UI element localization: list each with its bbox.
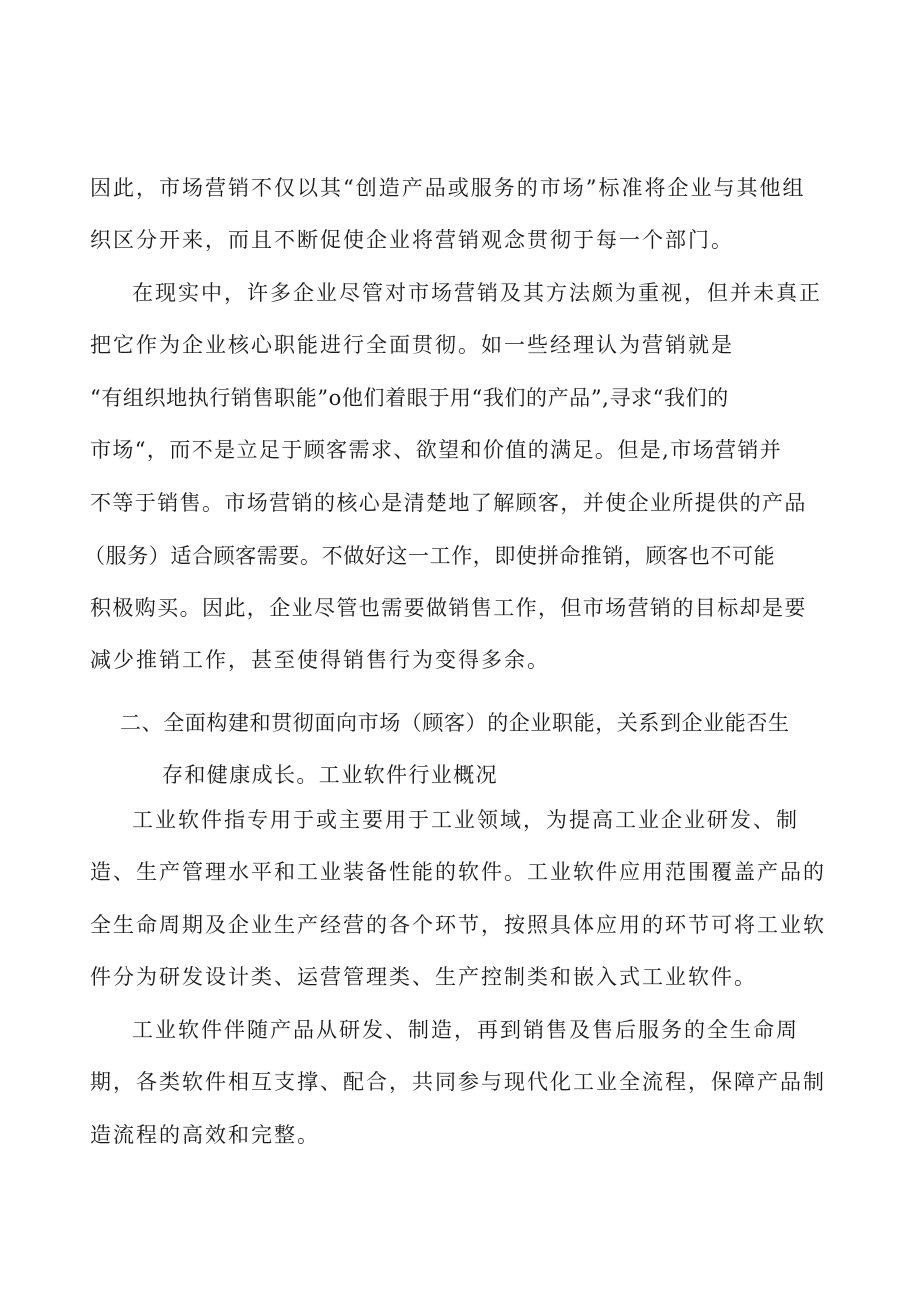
paragraph-line: 减少推销工作，甚至使得销售行为变得多余。 <box>90 648 550 672</box>
paragraph-line: 工业软件指专用于或主要用于工业领域，为提高工业企业研发、制 <box>132 808 799 832</box>
paragraph-line: 把它作为企业核心职能进行全面贯彻。如一些经理认为营销就是 <box>90 333 734 357</box>
heading-line: 二、全面构建和贯彻面向市场（顾客）的企业职能，关系到企业能否生 <box>120 711 790 735</box>
paragraph-line: 全生命周期及企业生产经营的各个环节，按照具体应用的环节可将工业软 <box>90 913 826 937</box>
paragraph-line: 市场“，而不是立足于顾客需求、欲望和价值的满足。但是,市场营销并 <box>90 438 783 462</box>
paragraph-line: （服务）适合顾客需要。不做好这一工作，即使拼命推销，顾客也不可能 <box>84 544 776 568</box>
paragraph-line: 不等于销售。市场营销的核心是清楚地了解顾客，并使企业所提供的产品 <box>90 491 807 515</box>
heading-line: 存和健康成长。工业软件行业概况 <box>162 763 498 787</box>
paragraph-line: 工业软件伴随产品从研发、制造，再到销售及售后服务的全生命周 <box>132 1018 799 1042</box>
paragraph-line: 造流程的高效和完整。 <box>90 1123 320 1147</box>
paragraph-line: 在现实中，许多企业尽管对市场营销及其方法颇为重视，但并未真正 <box>132 281 822 305</box>
paragraph-line: 造、生产管理水平和工业装备性能的软件。工业软件应用范围覆盖产品的 <box>90 860 826 884</box>
paragraph-line: 积极购买。因此，企业尽管也需要做销售工作，但市场营销的目标却是要 <box>90 596 807 620</box>
paragraph-line: 期，各类软件相互支撑、配合，共同参与现代化工业全流程，保障产品制 <box>90 1070 826 1094</box>
paragraph-line: 织区分开来，而且不断促使企业将营销观念贯彻于每一个部门。 <box>90 228 734 252</box>
paragraph-line: 件分为研发设计类、运营管理类、生产控制类和嵌入式工业软件。 <box>90 965 757 989</box>
paragraph-line: 因此，市场营销不仅以其“创造产品或服务的市场”标准将企业与其他组 <box>90 176 806 200</box>
paragraph-line: “有组织地执行销售职能”o他们着眼于用“我们的产品”,寻求“我们的 <box>90 386 729 410</box>
